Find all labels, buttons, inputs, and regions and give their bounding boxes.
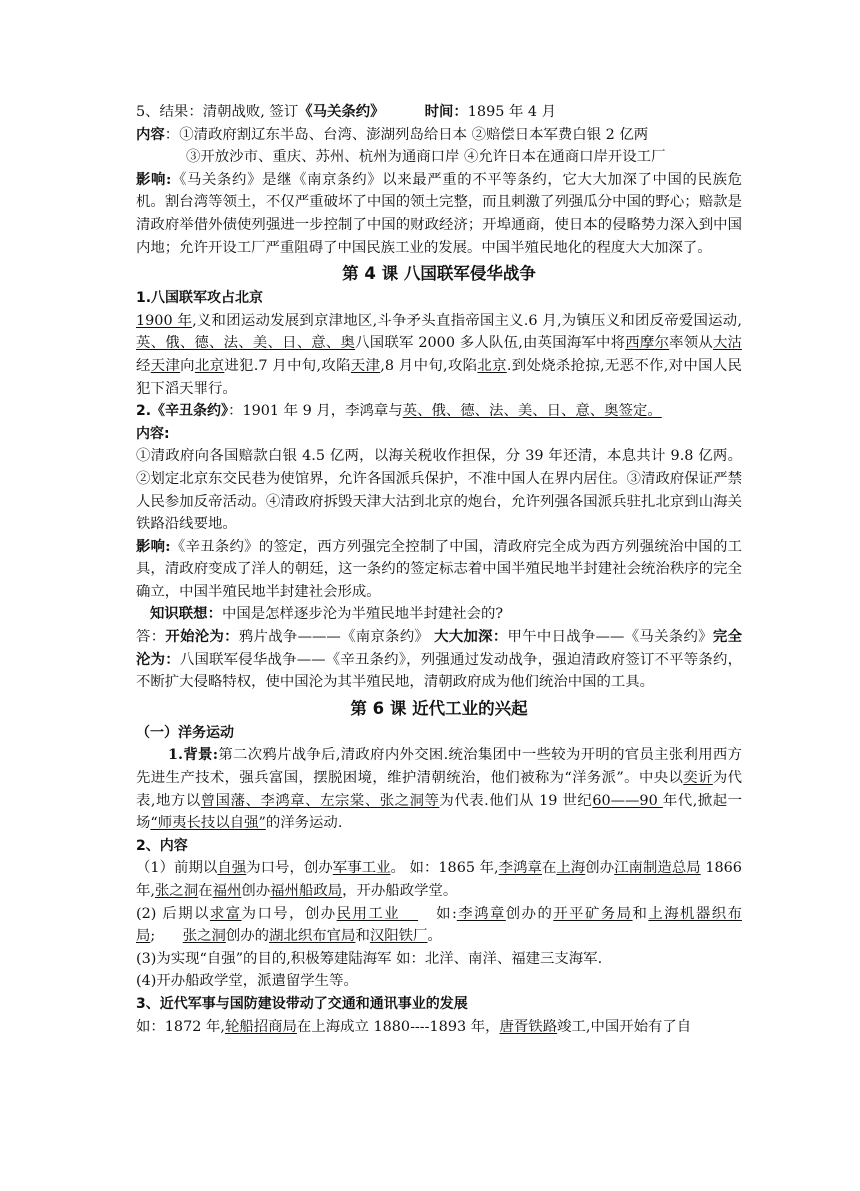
underlined-text: 大沽 bbox=[712, 335, 742, 352]
text-span: 在 bbox=[198, 883, 213, 899]
text-span: 在上海成立 1880----1893 年， bbox=[296, 1018, 500, 1035]
content-line-2: ③开放沙市、重庆、苏州、杭州为通商口岸 ④允许日本在通商口岸开设工厂 bbox=[186, 149, 666, 166]
text-span: 如: bbox=[418, 905, 457, 922]
text-span: 为口号，创办 bbox=[246, 860, 333, 877]
section-heading-1: 1.八国联军攻占北京 bbox=[136, 290, 264, 307]
content-line-1 bbox=[136, 124, 742, 147]
underlined-text: 轮船招商局 bbox=[224, 1018, 297, 1035]
underlined-text: 福州 bbox=[212, 883, 242, 899]
text-span: 进犯.7 月中旬,攻陷 bbox=[224, 357, 351, 374]
underlined-text: 英、俄、德、法、美、日、意、奥签定。 bbox=[402, 403, 662, 420]
treaty-maguan: 《马关条约》 bbox=[298, 103, 385, 120]
result-line bbox=[136, 101, 742, 124]
text-span: 创办的 bbox=[225, 928, 270, 945]
section-heading-2 bbox=[136, 400, 742, 423]
section-heading-3: 3、近代军事与国防建设带动了交通和通讯事业的发展 bbox=[136, 995, 468, 1012]
content-heading: 2、内容 bbox=[136, 837, 188, 854]
treaty-xinchou-label: 2.《辛丑条约》 bbox=[136, 403, 229, 420]
underlined-text: 奕䜣 bbox=[683, 770, 713, 787]
transport-line bbox=[136, 1016, 742, 1039]
bold-label: 大大加深： bbox=[434, 628, 508, 646]
lesson-title-modern-industry: 第 6 课 近代工业的兴起 bbox=[350, 698, 528, 718]
underlined-text: 上海机器织布局 bbox=[136, 905, 742, 945]
content-text-1: ：①清政府割辽东半岛、台湾、澎湖列岛给日本 ②赔偿日本军费白银 2 亿两 bbox=[164, 126, 649, 143]
text-span: 的洋务运动. bbox=[265, 815, 343, 832]
underlined-text: 英、俄、德、法、美、日、意、奥 bbox=[136, 335, 356, 352]
text-span: 创办 bbox=[585, 860, 615, 877]
underlined-text: 上海 bbox=[556, 860, 586, 877]
underlined-text: 张之洞 bbox=[182, 928, 226, 945]
underlined-text: 开平矿务局 bbox=[553, 905, 633, 922]
text-span: 向 bbox=[180, 357, 195, 374]
text-span: 率领从 bbox=[669, 335, 713, 352]
underlined-text: 求富 bbox=[209, 905, 242, 922]
underlined-text: 民用工业 bbox=[336, 905, 419, 922]
impact-label: 影响: bbox=[136, 170, 172, 188]
text-span: 在 bbox=[541, 860, 557, 877]
lesson-title-eight-nation: 第 4 课 八国联军侵华战争 bbox=[342, 264, 536, 284]
underlined-text: “师夷长技以自强” bbox=[150, 815, 266, 832]
underlined-text: 张之洞 bbox=[154, 883, 199, 899]
text-span: (2) 后期以 bbox=[136, 905, 210, 922]
text-span: 《辛丑条约》的签定，西方列强完全控制了中国，清政府完全成为西方列强统治中国的工具，清政府变成了洋人的朝廷，这一条约的签定标志着中国半殖民地半封建社会统治秩序的完全确立，中国半殖民地半封建社会形成。 bbox=[136, 538, 742, 600]
text-span: （1）前期以 bbox=[136, 860, 218, 877]
text-span: 和 bbox=[632, 905, 649, 922]
xinchou-impact bbox=[136, 536, 742, 604]
content-item-4: (4)开办船政学堂，派遣留学生等。 bbox=[136, 973, 358, 990]
underlined-text: 福州船政局 bbox=[270, 883, 343, 899]
content-item-1 bbox=[136, 857, 742, 902]
text-span: 创办 bbox=[241, 883, 271, 899]
knowledge-link bbox=[136, 603, 742, 626]
underlined-text: 北京 bbox=[477, 357, 507, 374]
text-span: 和 bbox=[355, 928, 370, 945]
bold-label: 1.背景: bbox=[168, 746, 219, 764]
underlined-text: 1900 年 bbox=[136, 312, 193, 329]
text-span: 为代表.他们从 19 世纪 bbox=[439, 792, 593, 809]
text-span: ：1901 年 9 月，李鸿章与 bbox=[228, 403, 403, 420]
background-paragraph bbox=[136, 744, 742, 834]
text-span: 为口号，创办 bbox=[241, 905, 337, 922]
text-span: 甲午中日战争——《马关条约》 bbox=[507, 629, 713, 646]
time-label: 时间： bbox=[424, 103, 468, 120]
underlined-text: 曾国藩、李鸿章、左宗棠、张之洞等 bbox=[200, 792, 440, 809]
underlined-text: 60——90 bbox=[592, 792, 663, 809]
text-span: 第二次鸦片战争后,清政府内外交困.统治集团中一些较为开明的官员主张利用西方先进生产技术，强兵富国，摆脱困境，维护清朝统治，他们被称为“洋务派”。中央以 bbox=[136, 747, 742, 787]
underlined-text: 自强 bbox=[217, 860, 247, 877]
underlined-text: 北京 bbox=[194, 357, 225, 374]
impact-text: 《马关条约》是继《南京条约》以来最严重的不平等条约，它大大加深了中国的民族危机。割台湾等领土，不仅严重破坏了中国的领土完整，而且刺激了列强瓜分中国的野心；赔款是清政府举借外债使列强进一步控制了中国的财政经济；开埠通商，使日本的侵略势力深入到中国内地；允许开设工厂严重阻碍了中国民族工业的发展。中国半殖民地化的程度大大加深了。 bbox=[136, 171, 743, 256]
impact-label: 影响: bbox=[136, 537, 171, 555]
impact-paragraph bbox=[136, 169, 742, 259]
underlined-text: 唐胥铁路 bbox=[499, 1018, 558, 1035]
text-span: 竣工,中国开始有了自 bbox=[557, 1018, 692, 1035]
underlined-text: 西摩尔 bbox=[625, 335, 670, 352]
content-item-3: (3)为实现“自强”的目的,积极筹建陆海军 如：北洋、南洋、福建三支海军. bbox=[136, 950, 603, 967]
text-span: 八国联军 2000 多人队伍,由英国海军中将 bbox=[355, 335, 626, 352]
text-span: ; bbox=[150, 928, 183, 945]
knowledge-label: 知识联想： bbox=[150, 605, 222, 623]
text-span: .到处烧杀抢掠,无恶不作,对中国人民犯下滔天罪行。 bbox=[136, 357, 742, 397]
xinchou-content-label: 内容: bbox=[136, 425, 170, 442]
underlined-text: 汉阳铁厂 bbox=[369, 928, 428, 945]
text-span: 鸦片战争———《南京条约》 bbox=[238, 629, 435, 646]
text-span: 。 bbox=[427, 928, 442, 945]
underlined-text: 天津 bbox=[150, 357, 181, 374]
text-span: 如：1872 年, bbox=[136, 1018, 225, 1035]
answer-paragraph bbox=[136, 626, 742, 694]
section-1-paragraph bbox=[136, 310, 742, 400]
bold-label: 完全沦为： bbox=[136, 628, 742, 668]
text-span: 创办的 bbox=[505, 905, 554, 922]
section-yangwu: （一）洋务运动 bbox=[136, 724, 234, 741]
text-span: ,义和团运动发展到京津地区,斗争矛头直指帝国主义.6 月,为镇压义和团反帝爱国运动, bbox=[192, 312, 743, 329]
xinchou-content: ①清政府向各国赔款白银 4.5 亿两，以海关税收作担保，分 39 年还清，本息共计 9.8 亿两。②划定北京东交民巷为使馆界，允许各国派兵保护，不准中国人在界内居住。③清政府保证严禁人民参加反帝活动。④清政府拆毁天津大沽到北京的炮台，允许列强各国派兵驻扎北京到山海关铁路沿线要地。 bbox=[136, 448, 742, 533]
time-value: 1895 年 4 月 bbox=[467, 104, 557, 120]
text-span: 答： bbox=[136, 629, 166, 646]
content-item-2 bbox=[136, 903, 742, 948]
text-span: 1866 年, bbox=[136, 860, 742, 899]
text-span: ,8 月中旬,攻陷 bbox=[380, 357, 478, 374]
content-label: 内容 bbox=[136, 125, 165, 143]
text-span: ，开办船政学堂。 bbox=[342, 883, 458, 899]
text-span: 经 bbox=[136, 357, 151, 374]
underlined-text: 军事工业 bbox=[332, 860, 391, 877]
text-span: 八国联军侵华战争——《辛丑条约》，列强通过发动战争，强迫清政府签订不平等条约，不断扩大侵略特权，使中国沦为其半殖民地，清朝政府成为他们统治中国的工具。 bbox=[136, 651, 742, 691]
text-span: 。 如：1865 年, bbox=[390, 860, 499, 877]
text-span: 为代表,地方以 bbox=[136, 770, 742, 809]
text-span: 年代,掀起一场 bbox=[136, 792, 743, 832]
bold-label: 开始沦为： bbox=[165, 628, 239, 646]
result-prefix: 5、结果：清朝战败, 签订 bbox=[136, 104, 299, 120]
underlined-text: 李鸿章 bbox=[498, 860, 542, 877]
underlined-text: 天津 bbox=[350, 357, 381, 374]
underlined-text: 李鸿章 bbox=[456, 905, 506, 922]
underlined-text: 江南制造总局 bbox=[614, 860, 701, 877]
underlined-text: 湖北织布官局 bbox=[269, 928, 356, 945]
text-span: 中国是怎样逐步沦为半殖民地半封建社会的? bbox=[221, 606, 504, 623]
